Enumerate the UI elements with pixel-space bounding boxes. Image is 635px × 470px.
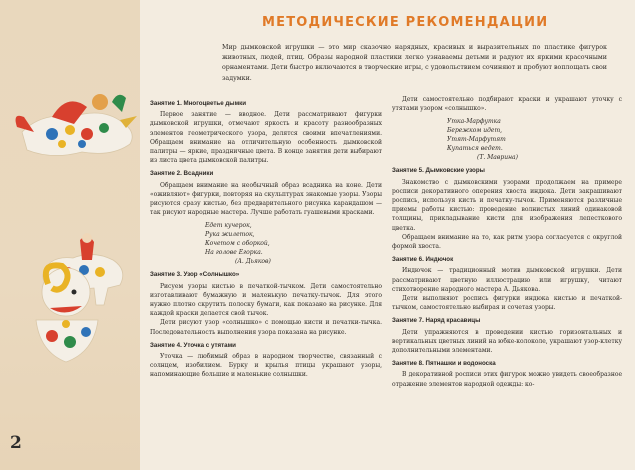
right-section (392, 316, 622, 355)
right-section (392, 166, 622, 251)
dymkovo-bird-figurine (12, 72, 147, 192)
section-paragraph: Индючок — традиционный мотив дымковской игрушки. Дети рассматривают цветную иллюстрацию или игрушку, читают стихотворение народного мастера А. Дьякова. (392, 267, 622, 293)
section-paragraph: Дети рисуют узор «солнышко» с помощью кисти и печатки-тычка. Последовательность выполнения узора показана на рисунке. (150, 319, 382, 336)
poem-line: Купаться ведет. (447, 145, 503, 153)
left-column (150, 95, 382, 380)
poem-line: Утка-Марфутка (447, 118, 501, 126)
left-section (150, 169, 382, 266)
section-paragraph: Обращаем внимание на необычный образ всадника на коне. Дети «оживляют» фигурки, повторяя на скульптурах знакомые узоры. Узоры рисуются сразу кистью, без предварительного рисунка карандашом — так рисуют народные мастера. Лучше работать гуашевыми красками. (150, 181, 382, 217)
section-paragraph: Рисуем узоры кистью в печаткой-тычком. Дети самостоятельно изготавливают бумажную и маленькую печатку-тычок. Для этого нужно плотно скрутить полоску бумаги, как показано на рисунке. Для каждой краски делается свой тычок. (150, 282, 382, 318)
right-section (392, 255, 622, 312)
page-title: МЕТОДИЧЕСКИЕ РЕКОМЕНДАЦИИ (262, 15, 549, 30)
poem-line: Едет кучерок, (205, 222, 252, 230)
poem-author: (Т. Маврина) (477, 154, 518, 162)
right-section (392, 95, 622, 162)
section-paragraph: Дети выполняют роспись фигурки индюка кистью и печаткой-тычком, самостоятельно выбирая и сочетая узоры. (392, 295, 622, 312)
section-paragraph: Дети самостоятельно подбирают краски и украшают уточку с утятами узором «солнышко». (392, 96, 622, 113)
left-section (150, 99, 382, 165)
section-title: Занятие 5. Дымковские узоры (392, 167, 485, 175)
section-paragraph: Первое занятие — вводное. Дети рассматривают фигурки дымковской игрушки, отмечают яркость и красоту разнообразных элементов геометрического узора, делятся своими впечатлениями. Обращаем внимание на отличительную особенность дымковской палитры — яркие, праздничные цвета. В конце занятия дети выбирают из листа цвета дымковской палитры. (150, 111, 382, 165)
poem-line: Утят-Марфутят (447, 136, 506, 144)
poem-line: На голове Егорка. (205, 249, 263, 257)
intro-paragraph: Мир дымковской игрушки — это мир сказочно нарядных, красивых и выразительных по пластике фигурок животных, людей, птиц. Образы народной пластики легко узнаваемы детьми и радуют их яркими красочными орнаментами. Дети быстро включаются в творческие игры, с удовольствием сочиняют и пробуют воплощать свои задумки. (222, 44, 607, 82)
left-section (150, 270, 382, 336)
left-section (150, 341, 382, 380)
section-title: Занятие 6. Индючок (392, 256, 454, 264)
section-title: Занятие 4. Уточка с утятами (150, 341, 236, 349)
section-paragraph: Обращаем внимание на то, как ритм узора согласуется с округлой формой хвоста. (392, 233, 622, 251)
section-paragraph: Знакомство с дымковскими узорами продолжаем на примере росписи декоративного оперения хвоста индюка. Дети закрашивают роспись, используя кисть и печатку-тычок. Применяются различные приемы работы кистью: проведение волнистых линий одинаковой толщины, прикладывание кисти для изображения лепесткового цветка. (392, 178, 622, 232)
section-title: Занятие 3. Узор «Солнышко» (150, 271, 240, 279)
page-number: 2 (10, 433, 22, 453)
right-section (392, 359, 622, 389)
section-title: Занятие 2. Всадники (150, 170, 214, 178)
section-title: Занятие 1. Многоцветье дымки (150, 100, 247, 107)
poem (447, 117, 622, 162)
right-column (392, 95, 622, 389)
dymkovo-ram-figurine (20, 252, 112, 370)
poem (205, 221, 382, 266)
section-paragraph: Уточка — любимый образ в народном творчестве, связанный с солнцем, изобилием. Бурку и крылья птицы украшают узоры, напоминающие большие и маленькие солнышки. (150, 353, 382, 379)
poem-author: (А. Дьяков) (235, 258, 271, 266)
section-paragraph: В декоративной росписи этих фигурок можно увидеть своеобразное отражение элементов народной одежды: ко- (392, 371, 622, 388)
poem-line: Кочетом с оборкой, (205, 240, 270, 248)
poem-line: Рука жилеток, (205, 231, 255, 239)
section-paragraph: Дети упражняются в проведении кистью горизонтальных и вертикальных цветных линий на юбке-колоколе, украшают узор-клетку дополнительными элементами. (392, 328, 622, 355)
poem-line: Бережком идет, (447, 127, 503, 135)
section-title: Занятие 7. Наряд красавицы (392, 317, 481, 325)
section-title: Занятие 8. Пятнашки и водоноска (392, 360, 496, 368)
